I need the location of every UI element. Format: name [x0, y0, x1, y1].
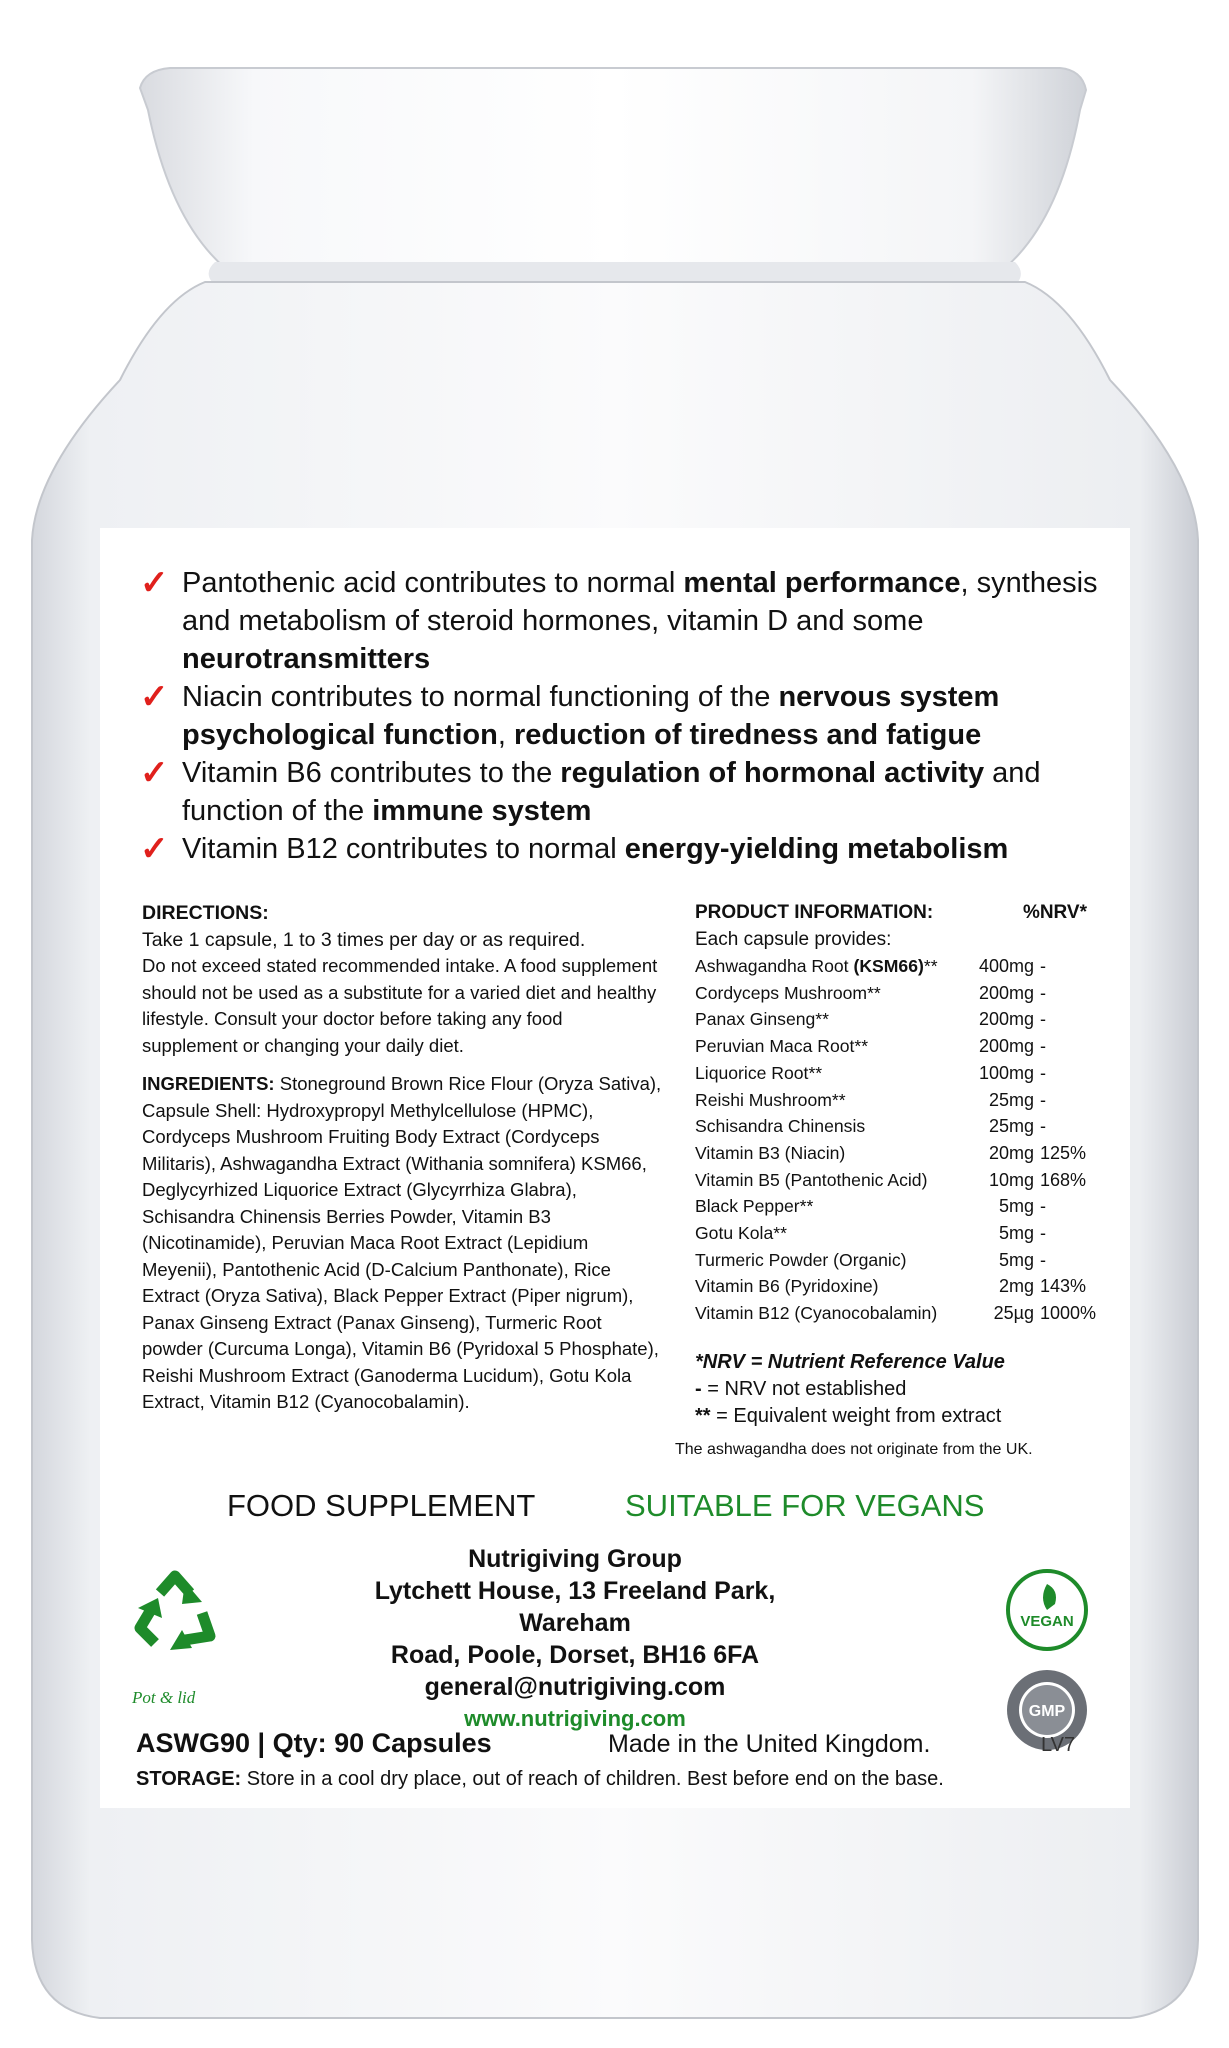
claim-item: ✓ Vitamin B6 contributes to the regulation of hormonal activity and function of the immune system	[140, 754, 1041, 827]
check-icon: ✓	[140, 830, 169, 868]
vegan-badge-icon	[1005, 1568, 1089, 1652]
product-info-title: PRODUCT INFORMATION:	[695, 902, 934, 923]
company-address-1: Lytchett House, 13 Freeland Park, Wareham	[374, 1577, 776, 1637]
nutrition-row: Reishi Mushroom** 25mg -	[695, 1089, 1046, 1110]
ingredients-text: Stoneground Brown Rice Flour (Oryza Sativa), Capsule Shell: Hydroxypropyl Methylcellulose (HPMC), Cordyceps Mushroom Fruiting Body Extract (Cordyceps Militaris), Ashwagandha Extract (Withania somnifera) KSM66, Deglycyrhized Liquorice Extract (Glycyrrhiza Glabra), Schisandra Chinensis Berries Powder, Vitamin B3 (Nicotinamide), Peruvian Maca Root Extract (Lepidium Meyenii), Pantothenic Acid (D-Calcium Panthonate), Rice Extract (Oryza Sativa), Black Pepper Extract (Piper nigrum), Panax Ginseng Extract (Panax Ginseng), Turmeric Root powder (Curcuma Longa), Vitamin B6 (Pyridoxal 5 Phosphate), Reishi Mushroom Extract (Ganoderma Lucidum), Gotu Kola Extract, Vitamin B12 (Cyanocobalamin).	[142, 1073, 662, 1412]
nutrition-row: Turmeric Powder (Organic) 5mg -	[695, 1249, 1046, 1270]
product-info-header	[695, 900, 1087, 927]
pot-and-lid-note: Pot & lid	[132, 1688, 196, 1707]
gmp-badge-text: GMP	[1028, 1703, 1066, 1720]
nutrition-row: Gotu Kola** 5mg -	[695, 1223, 1046, 1244]
nrv-definition: *NRV = Nutrient Reference Value	[695, 1350, 1005, 1373]
nrv-dash-note: - = NRV not established	[695, 1377, 907, 1400]
food-supplement: FOOD SUPPLEMENT	[227, 1488, 536, 1523]
company-name: Nutrigiving Group	[468, 1545, 682, 1573]
check-icon: ✓	[140, 754, 169, 792]
directions-text: Take 1 capsule, 1 to 3 times per day or as required.	[142, 928, 586, 951]
health-claims	[140, 564, 1120, 868]
nutrition-row: Black Pepper** 5mg -	[695, 1196, 1046, 1217]
nutrition-row: Vitamin B6 (Pyridoxine) 2mg 143%	[695, 1276, 1087, 1297]
lid-rim	[209, 262, 1021, 282]
company-email[interactable]: general@nutrigiving.com	[424, 1673, 726, 1701]
directions-title: DIRECTIONS:	[142, 902, 269, 924]
bottle-lid	[140, 68, 1086, 268]
check-icon: ✓	[140, 678, 169, 716]
claim-item: ✓ Vitamin B12 contributes to normal energy-yielding metabolism	[140, 830, 1009, 868]
nutrition-row: Vitamin B5 (Pantothenic Acid) 10mg 168%	[695, 1169, 1087, 1190]
nutrition-row: Schisandra Chinensis 25mg -	[695, 1116, 1046, 1137]
company-address-2: Road, Poole, Dorset, BH16 6FA	[390, 1641, 760, 1669]
directions-ingredients-column	[142, 900, 662, 1416]
check-icon: ✓	[140, 564, 169, 602]
nutrition-row: Vitamin B12 (Cyanocobalamin) 25µg 1000%	[695, 1303, 1097, 1324]
origin-note: The ashwagandha does not originate from the UK.	[675, 1440, 1033, 1458]
nutrition-row: Peruvian Maca Root** 200mg -	[695, 1036, 1046, 1057]
claim-item: ✓ Pantothenic acid contributes to normal mental performance, synthesis and metabolism of steroid hormones, vitamin D and some neurotransmitters	[140, 564, 1098, 675]
nutrition-row: Cordyceps Mushroom** 200mg -	[695, 982, 1046, 1003]
company-info	[350, 1543, 800, 1735]
nutrition-row: Ashwagandha Root (KSM66)** 400mg -	[695, 956, 1046, 976]
product-information	[675, 900, 1115, 1463]
nrv-notes	[675, 1349, 1115, 1463]
storage-title: STORAGE:	[136, 1768, 242, 1790]
company-website[interactable]: www.nutrigiving.com	[464, 1706, 686, 1731]
nrv-header: %NRV*	[1022, 902, 1087, 923]
product-label	[100, 528, 1130, 1808]
vegan-badge-text: VEGAN	[1020, 1613, 1074, 1630]
made-in: Made in the United Kingdom.	[608, 1730, 931, 1758]
nrv-star-note: ** = Equivalent weight from extract	[695, 1404, 1002, 1427]
lot-code: LV7	[1041, 1734, 1076, 1756]
ingredients-title: INGREDIENTS:	[142, 1073, 275, 1094]
nutrition-row: Vitamin B3 (Niacin) 20mg 125%	[695, 1142, 1087, 1163]
storage-text: Store in a cool dry place, out of reach of children. Best before end on the base.	[241, 1768, 944, 1790]
ingredients	[142, 1071, 662, 1416]
nutrition-row: Panax Ginseng** 200mg -	[695, 1009, 1046, 1030]
directions-note: Do not exceed stated recommended intake. A food supplement should not be used as a substitute for a varied diet and healthy lifestyle. Consult your doctor before taking any food supplement or changing your daily diet.	[142, 955, 658, 1056]
claim-item: ✓ Niacin contributes to normal functioning of the nervous system psychological function, reduction of tiredness and fatigue	[140, 678, 1000, 751]
nutrition-table	[695, 953, 1100, 1327]
recycle-icon	[130, 1568, 220, 1678]
suitable-for-vegans: SUITABLE FOR VEGANS	[625, 1488, 985, 1523]
product-code: ASWG90 | Qty: 90 Capsules	[136, 1728, 492, 1758]
storage-info	[136, 1768, 1136, 1791]
nutrition-row: Liquorice Root** 100mg -	[695, 1062, 1046, 1083]
each-capsule-provides: Each capsule provides:	[695, 928, 892, 950]
